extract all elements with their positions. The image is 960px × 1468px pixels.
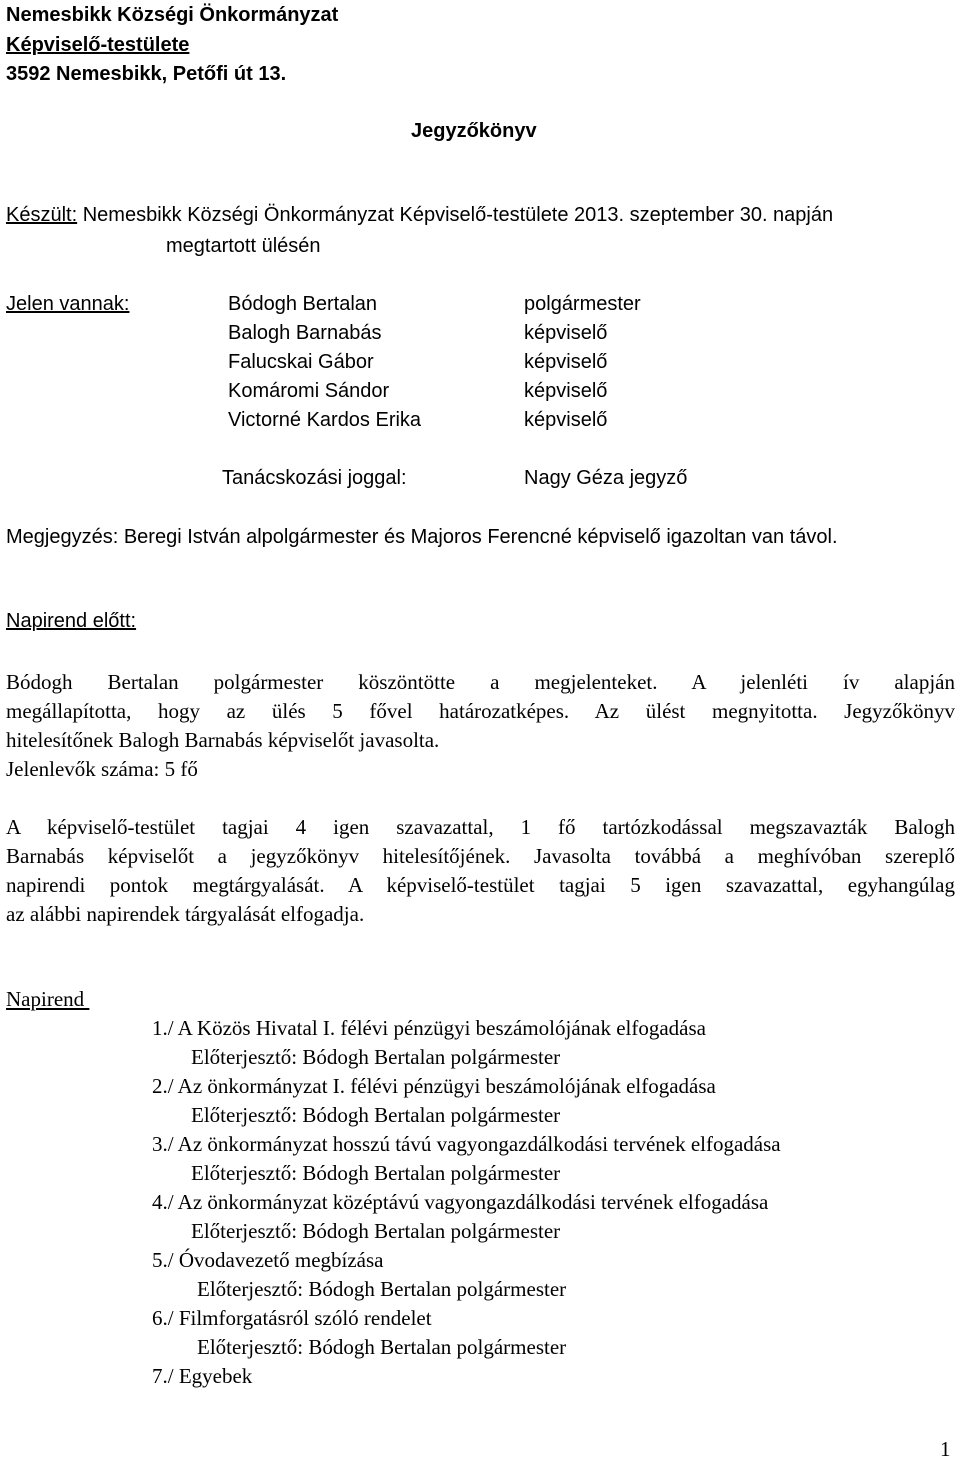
member-role: polgármester [524,293,641,315]
page-number: 1 [940,1437,951,1461]
agenda-item-title: 2./ Az önkormányzat I. félévi pénzügyi beszámolójának elfogadása [152,1074,716,1098]
paragraph-line: Bódogh Bertalan polgármester köszöntötte a megjelenteket. A jelenléti ív alapján [6,670,955,694]
member-name: Komáromi Sándor [228,380,390,402]
agenda-item-presenter: Előterjesztő: Bódogh Bertalan polgármester [191,1103,561,1127]
org-body: Képviselő-testülete [6,34,190,56]
before-agenda-paragraph-2 [6,813,955,929]
keszult-text-cont: megtartott ülésén [166,235,321,257]
agenda-item-presenter: Előterjesztő: Bódogh Bertalan polgármester [197,1335,567,1359]
agenda-item-title: 5./ Óvodavezető megbízása [152,1248,384,1272]
advisory-value: Nagy Géza jegyző [524,467,688,489]
absence-note: Megjegyzés: Beregi István alpolgármester és Majoros Ferencné képviselő igazoltan van távol. [6,526,838,548]
document-title: Jegyzőkönyv [411,120,537,142]
org-name: Nemesbikk Községi Önkormányzat [6,4,339,26]
attendance-label: Jelen vannak: [6,293,130,315]
present-count: Jelenlevők száma: 5 fő [6,757,198,781]
agenda-item-presenter: Előterjesztő: Bódogh Bertalan polgármester [191,1045,561,1069]
member-role: képviselő [524,380,608,402]
agenda-item-title: 1./ A Közös Hivatal I. félévi pénzügyi beszámolójának elfogadása [152,1016,706,1040]
agenda-item-title: 4./ Az önkormányzat középtávú vagyongazdálkodási tervének elfogadása [152,1190,769,1214]
agenda-heading: Napirend [6,987,90,1011]
agenda-item-presenter: Előterjesztő: Bódogh Bertalan polgármester [191,1161,561,1185]
agenda-item-title: 3./ Az önkormányzat hosszú távú vagyongazdálkodási tervének elfogadása [152,1132,781,1156]
member-role: képviselő [524,322,608,344]
member-role: képviselő [524,409,608,431]
member-name: Balogh Barnabás [228,322,382,344]
paragraph-line: napirendi pontok megtárgyalását. A képviselő-testület tagjai 5 igen szavazattal, egyhangúlag [6,873,955,897]
agenda-item-presenter: Előterjesztő: Bódogh Bertalan polgármester [191,1219,561,1243]
keszult-line [6,204,833,227]
member-name: Falucskai Gábor [228,351,374,373]
before-agenda-paragraph-1 [6,668,955,784]
paragraph-line: megállapította, hogy az ülés 5 fővel határozatképes. Az ülést megnyitotta. Jegyzőkönyv [6,699,955,723]
paragraph-line: hitelesítőnek Balogh Barnabás képviselőt javasolta. [6,728,440,752]
member-name: Victorné Kardos Erika [228,409,422,431]
agenda-item-title: 7./ Egyebek [152,1364,253,1388]
agenda-item-title: 6./ Filmforgatásról szóló rendelet [152,1306,432,1330]
agenda-item-presenter: Előterjesztő: Bódogh Bertalan polgármester [197,1277,567,1301]
paragraph-line: A képviselő-testület tagjai 4 igen szavazattal, 1 fő tartózkodással megszavazták Balogh [6,815,955,839]
org-address: 3592 Nemesbikk, Petőfi út 13. [6,63,287,85]
advisory-label: Tanácskozási joggal: [222,467,407,489]
member-name: Bódogh Bertalan [228,293,378,315]
keszult-label: Készült: [6,204,78,226]
paragraph-line: Barnabás képviselőt a jegyzőkönyv hitelesítőjének. Javasolta továbbá a meghívóban szereplő [6,844,955,868]
before-agenda-heading: Napirend előtt: [6,610,137,632]
paragraph-line: az alábbi napirendek tárgyalását elfogadja. [6,902,365,926]
keszult-text: Nemesbikk Községi Önkormányzat Képviselő-testülete 2013. szeptember 30. napján [82,204,834,226]
member-role: képviselő [524,351,608,373]
